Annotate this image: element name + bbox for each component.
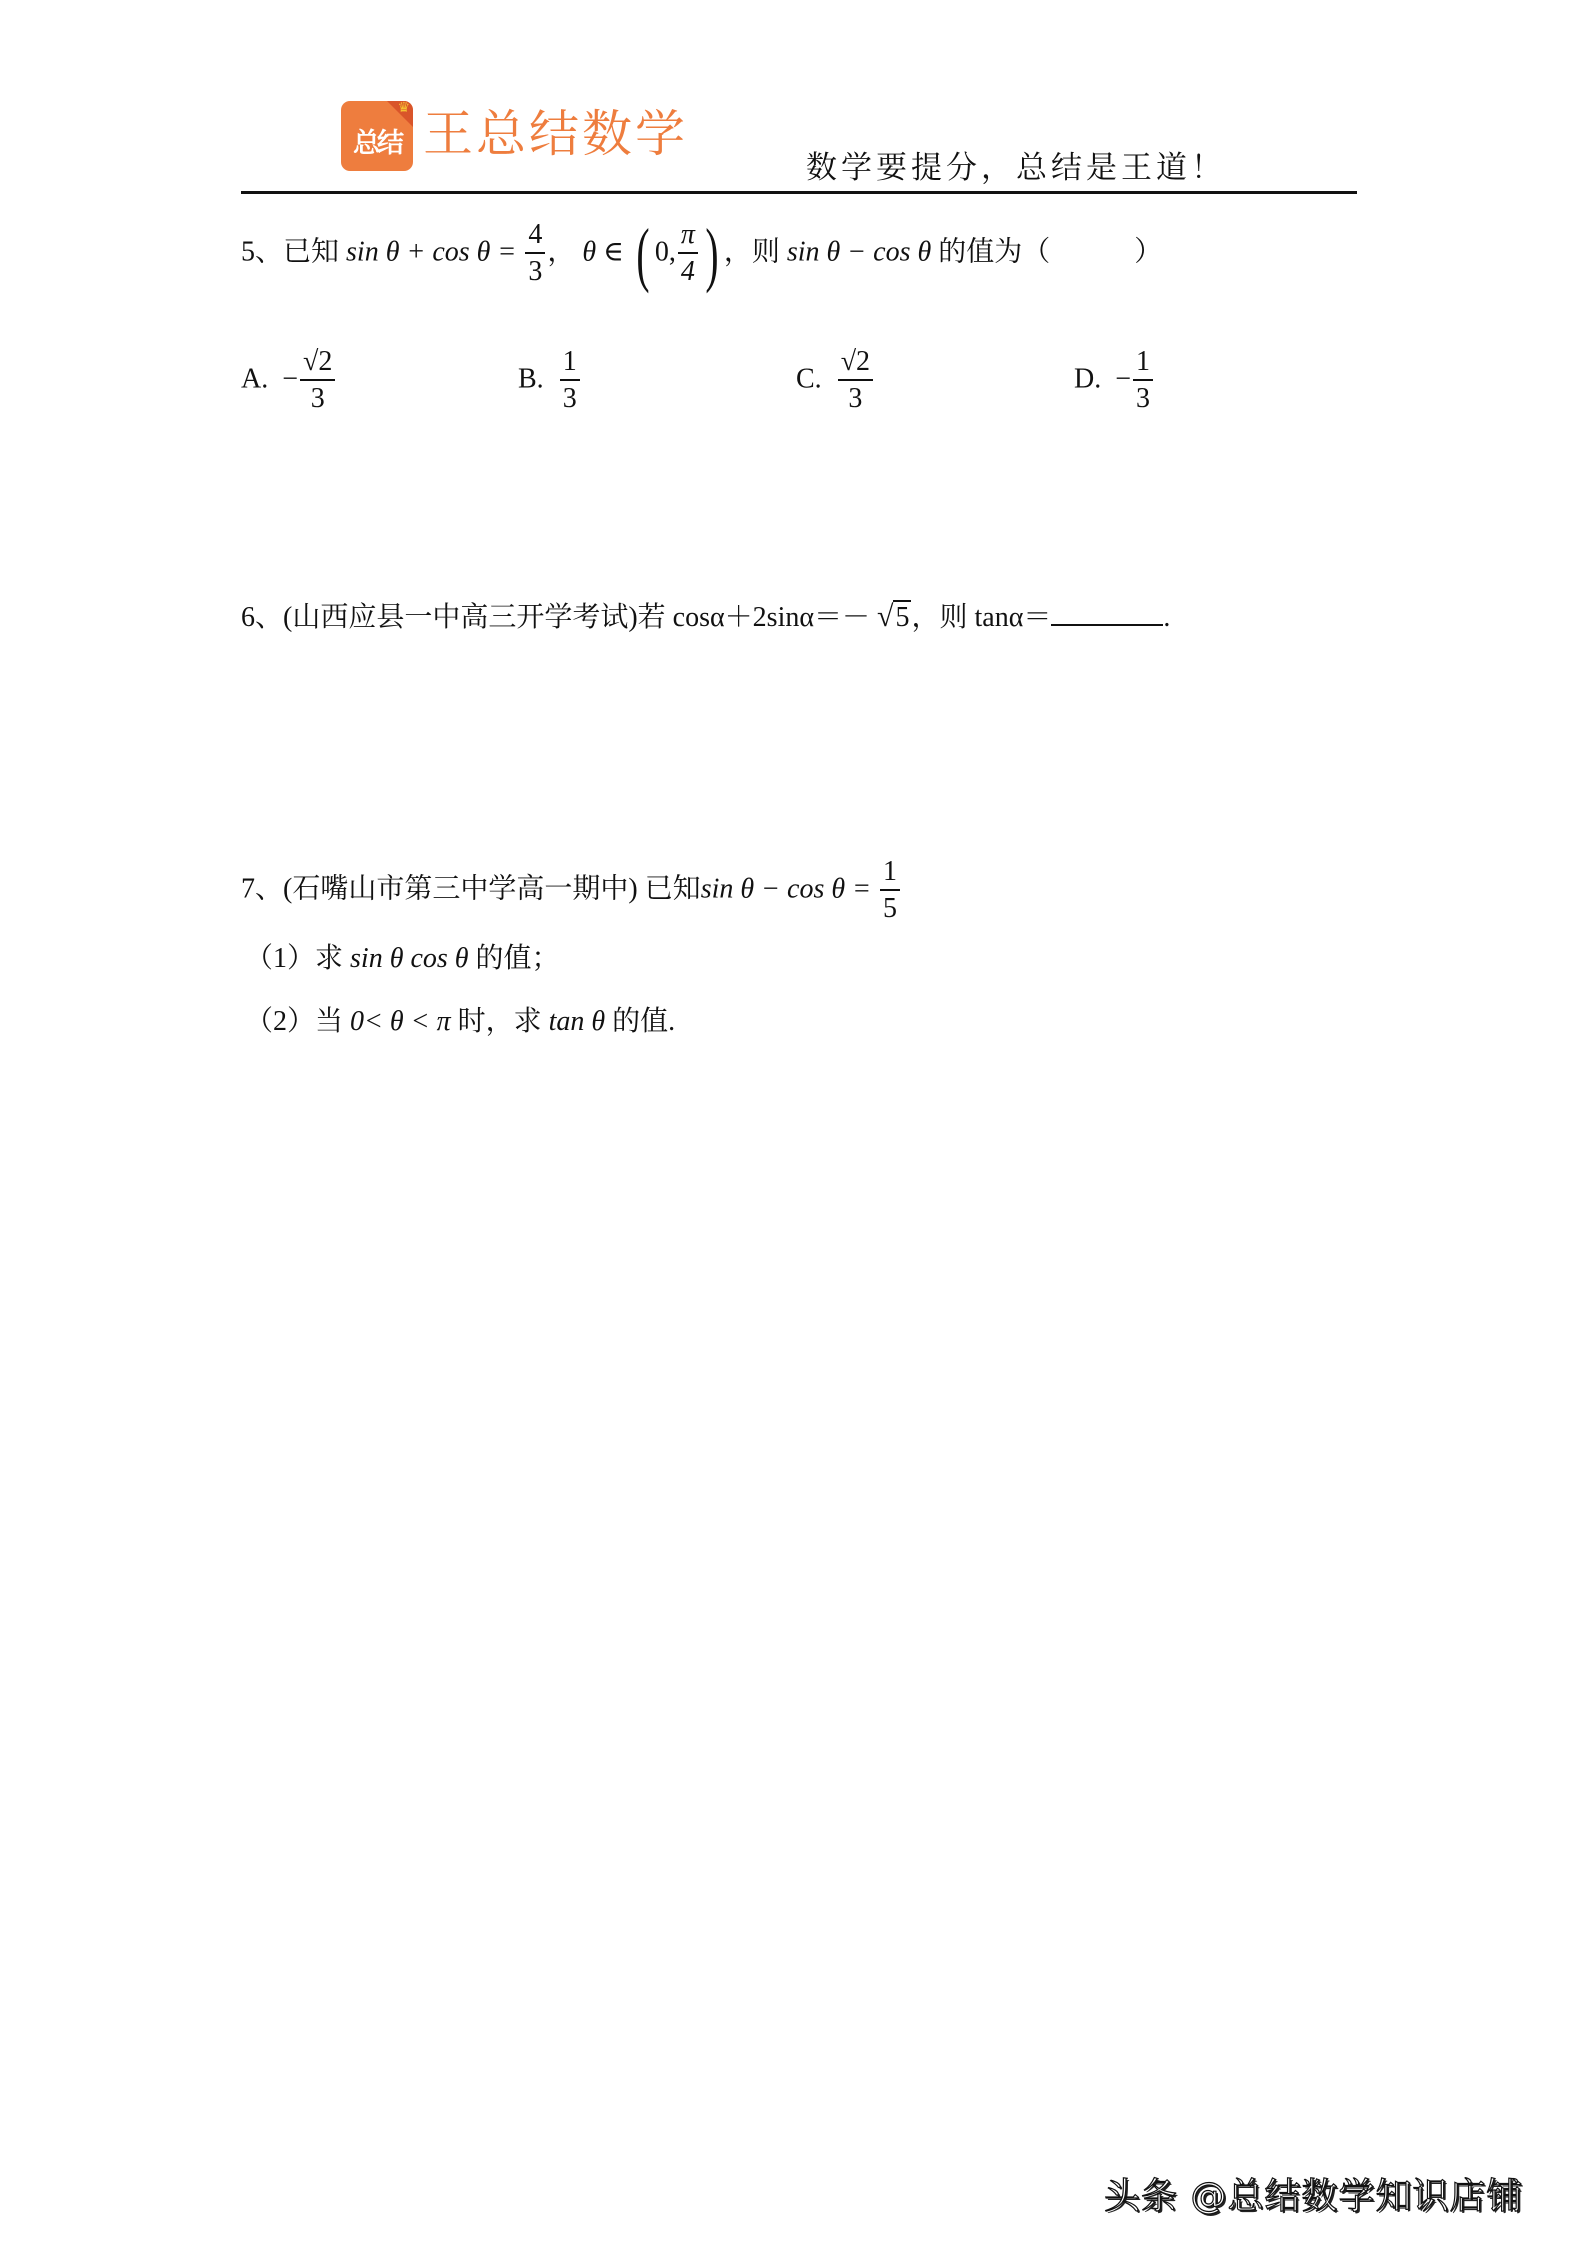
answer-blank[interactable]: [1051, 598, 1163, 626]
question-source: (石嘴山市第三中学高一期中): [283, 873, 638, 905]
left-paren: (: [636, 214, 650, 294]
sqrt-5: √5: [877, 600, 910, 633]
ask-expression: sin θ − cos θ: [786, 236, 932, 268]
slogan: 数学要提分，总结是王道！: [806, 150, 1226, 186]
option-fraction: $\frac{1}{3}$: [1133, 345, 1153, 417]
fraction-4-3: $\frac{4}{3}$: [525, 218, 545, 290]
option-d[interactable]: D. − $\frac{1}{3}$: [1074, 345, 1155, 417]
question-7-part-2: （2）当 0< θ < π 时，求 tan θ 的值.: [245, 1006, 676, 1037]
option-a[interactable]: A. − $\frac{√2}{3}$: [241, 345, 337, 417]
option-label: C.: [796, 363, 822, 395]
question-6-stem: 6、(山西应县一中高三开学考试)若 cosα＋2sinα＝－ √5，则 tanα＝ .: [241, 600, 1171, 633]
brand-name: 王总结数学: [423, 105, 688, 163]
fraction-1-5: $\frac{1}{5}$: [880, 855, 900, 927]
question-prefix: 已知: [283, 236, 340, 268]
right-paren: ): [705, 214, 719, 294]
option-fraction: $\frac{1}{3}$: [560, 345, 580, 417]
option-c[interactable]: [796, 345, 875, 417]
option-label: D.: [1074, 363, 1102, 395]
question-7-part-1: （1）求 sin θ cos θ 的值；: [245, 943, 560, 974]
interval-left: 0,: [654, 236, 676, 268]
logo-icon: [341, 101, 413, 171]
option-label: B.: [518, 363, 544, 395]
given-expression: sin θ − cos θ =: [700, 873, 871, 905]
header-divider: [241, 191, 1357, 194]
question-number: 6、: [241, 602, 284, 633]
domain-var: θ ∈: [582, 236, 624, 268]
watermark: 头条 @总结数学知识店铺: [1104, 2176, 1524, 2217]
question-5-stem: 5、已知 sin θ + cos θ = $\frac{4}{3}$ ， θ ∈ ( 0, $\frac{\pi}{4}$ ) ，则 sin θ − cos θ 的值为（ ）: [241, 214, 1163, 294]
ask-suffix: 的值为（ ）: [938, 236, 1163, 268]
question-number: 7、: [241, 873, 284, 905]
crown-icon: ♛: [397, 101, 410, 116]
question-7-stem: 7、(石嘴山市第三中学高一期中) 已知sin θ − cos θ = $\frac{1}{5}$: [241, 855, 902, 927]
option-fraction: $\frac{√2}{3}$: [300, 345, 335, 417]
option-label: A.: [241, 363, 269, 395]
option-b[interactable]: [518, 345, 582, 417]
question-number: 5、: [241, 236, 284, 268]
fraction-pi-4: $\frac{\pi}{4}$: [678, 218, 698, 290]
option-fraction: $\frac{√2}{3}$: [838, 345, 873, 417]
given-expression: sin θ + cos θ =: [346, 236, 517, 268]
logo-icon-text: 总结: [353, 128, 401, 159]
question-source: (山西应县一中高三开学考试): [283, 602, 638, 633]
